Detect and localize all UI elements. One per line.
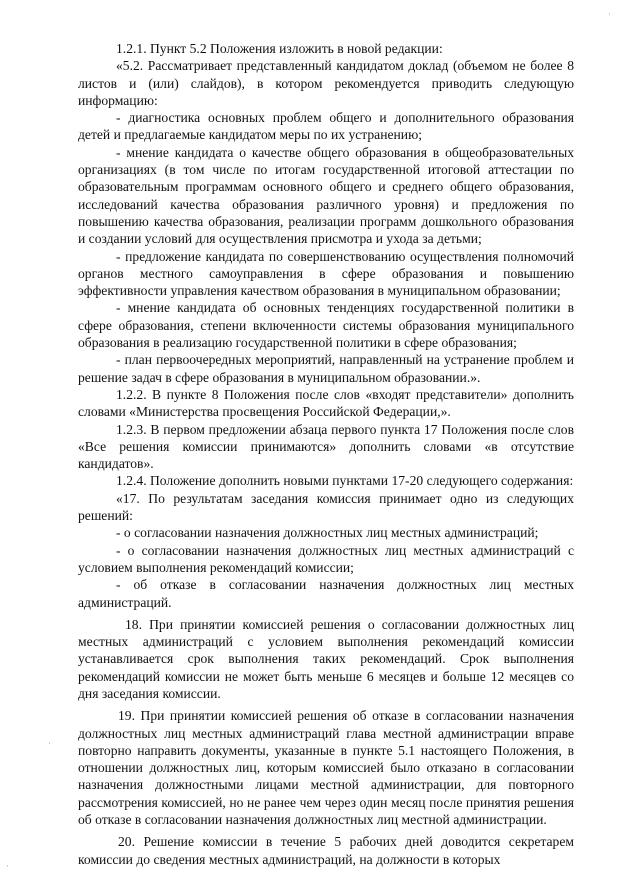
- list-item-diagnostics: - диагностика основных проблем общего и дополнительного образования детей и предлагаемые кандидатом меры по их устранению;: [78, 110, 574, 143]
- clause-18: 18. При принятии комиссией решения о согласовании должностных лиц местных администраций с условием выполнения рекомендаций комиссии устанавливается срок выполнения таких рекомендаций. Срок выполнения рекомендаций комиссии не может быть меньше 6 месяцев и больше 12 месяцев со дня заседания комиссии.: [78, 616, 574, 701]
- list-item-conditional-approval: - о согласовании назначения должностных лиц местных администраций с условием выполнения рекомендаций комиссии;: [78, 542, 574, 575]
- list-item-action-plan: - план первоочередных мероприятий, направленный на устранение проблем и решение задач в сфере образования в муниципальном образовании.».: [78, 352, 574, 385]
- list-item-approval: - о согласовании назначения должностных лиц местных администраций;: [116, 525, 539, 541]
- scan-speck: ·: [48, 738, 51, 748]
- scan-speck: ·: [6, 861, 9, 871]
- paragraph-1-2-4: 1.2.4. Положение дополнить новыми пунктами 17-20 следующего содержания:: [116, 473, 574, 489]
- paragraph-5-2: «5.2. Рассматривает представленный кандидатом доклад (объемом не более 8 листов и (или) слайдов), в котором рекомендуется приводить следующую информацию:: [78, 58, 574, 108]
- clause-20: 20. Решение комиссии в течение 5 рабочих дней доводится секретарем комиссии до сведения местных администраций, на должности в которых: [78, 834, 574, 867]
- list-item-proposal: - предложение кандидата по совершенствованию осуществления полномочий органов местного самоуправления в сфере образования и повышению эффективности управления качеством образования в муниципальном образовании;: [78, 248, 574, 299]
- list-item-refusal: - об отказе в согласовании назначения должностных лиц местных администраций.: [78, 577, 574, 610]
- paragraph-1-2-3: 1.2.3. В первом предложении абзаца первого пункта 17 Положения после слов «Все решения комиссии принимаются» дополнить словами «в отсутствие кандидатов».: [78, 421, 574, 472]
- clause-17: «17. По результатам заседания комиссия принимает одно из следующих решений:: [78, 490, 574, 524]
- scan-speck: ·: [608, 9, 611, 19]
- paragraph-1-2-1: 1.2.1. Пункт 5.2 Положения изложить в новой редакции:: [116, 41, 443, 56]
- clause-19: 19. При принятии комиссией решения об отказе в согласовании назначения должностных лиц местных администраций глава местной администрации вправе повторно направить документы, указанные в пункте 5.1 настоящего Положения, в отношении должностных лиц, которым комиссией было отказано в согласовании назначения должностными лицами местной администрации, для повторного рассмотрения комиссией, но не ранее чем через один месяц после принятия решения об отказе в согласовании назначения должностных лиц местной администрации.: [78, 708, 574, 828]
- paragraph-1-2-2: 1.2.2. В пункте 8 Положения после слов «входят представители» дополнить словами «Министерства просвещения Российской Федерации,».: [78, 386, 574, 420]
- list-item-quality-opinion: - мнение кандидата о качестве общего образования в общеобразовательных организациях (в том числе по итогам государственной итоговой аттестации по образовательным программам основного общего и среднего общего образования, исследований качества образования различного уровня) и предложения по повышению качества образования, реализации программ дошкольного образования и создании условий для осуществления присмотра и ухода за детьми;: [78, 144, 574, 247]
- list-item-trends-opinion: - мнение кандидата об основных тенденциях государственной политики в сфере образования, степени включенности системы образования муниципального образования в реализацию государственной политики в сфере образования;: [78, 300, 574, 351]
